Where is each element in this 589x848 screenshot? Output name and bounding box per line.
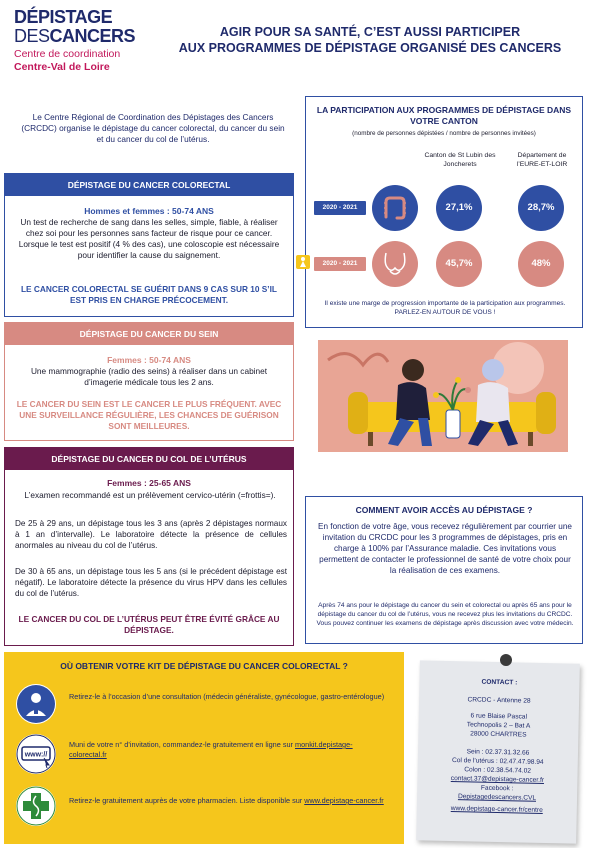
sein-target: Femmes : 50-74 ANS — [107, 355, 191, 365]
logo-line2 — [14, 27, 135, 45]
column-header-canton: Canton de St Lubin des Joncherets — [424, 152, 496, 168]
contact-address-2: Technopolis 2 – Bat A — [466, 721, 531, 730]
col-bullet-1: De 25 à 29 ans, un dépistage tous les 3 ans (après 2 dépistages normaux à 1 an d’intervalle). Le laboratoire détecte la présence de cellules anormales au niveau du col de l’utérus. — [15, 519, 287, 550]
acces-title: COMMENT AVOIR ACCÈS AU DÉPISTAGE ? — [355, 505, 533, 515]
doctor-icon — [16, 684, 56, 724]
page-title-line2: AUX PROGRAMMES DE DÉPISTAGE ORGANISÉ DES CANCERS — [178, 41, 562, 55]
col-section — [4, 447, 294, 646]
colon-icon — [372, 185, 418, 231]
pharmacy-icon — [16, 786, 56, 826]
colorectal-section — [4, 173, 294, 317]
sein-header: DÉPISTAGE DU CANCER DU SEIN — [5, 323, 293, 345]
contact-website-link[interactable]: www.depistage-cancer.fr/centre — [450, 805, 543, 814]
col-header: DÉPISTAGE DU CANCER DU COL DE L’UTÉRUS — [5, 448, 293, 470]
row1-canton-value: 27,1% — [436, 185, 482, 231]
kit-item-pharmacy — [69, 796, 389, 806]
web-icon-label: www:// — [24, 751, 48, 759]
contact-facebook-link[interactable]: Depistagedescancers.CVL — [457, 793, 537, 802]
kit-item-consultation: Retirez-le à l’occasion d’une consultation (médecin généraliste, gynécologue, gastro-entérologue) — [69, 692, 385, 701]
colorectal-header: DÉPISTAGE DU CANCER COLORECTAL — [5, 174, 293, 196]
illustration-two-women — [318, 340, 568, 452]
kit-pharmacy-link[interactable]: www.depistage-cancer.fr — [304, 796, 384, 805]
page-title — [160, 24, 580, 56]
sein-body: Une mammographie (radio des seins) à réaliser dans un cabinet d’imagerie médicale tous les 2 ans. — [30, 366, 268, 387]
kit-item-pharmacy-text: Retirez-le gratuitement auprès de votre pharmacien. Liste disponible sur — [69, 796, 303, 805]
contact-tel-colon: Colon : 02.38.54.74.02 — [464, 766, 532, 775]
contact-address-1: 6 rue Blaise Pascal — [470, 712, 528, 721]
participation-section — [305, 96, 583, 328]
logo-cancers: CANCERS — [49, 26, 136, 46]
row1-period-badge: 2020 - 2021 — [314, 201, 366, 215]
contact-address-3: 28000 CHARTRES — [470, 730, 527, 739]
page-title-line1: AGIR POUR SA SANTÉ, C’EST AUSSI PARTICIPER — [219, 25, 521, 39]
sein-section — [4, 322, 294, 441]
woman-icon — [296, 255, 310, 269]
logo-line4: Centre-Val de Loire — [14, 61, 110, 73]
col-bullet-2: De 30 à 65 ans, un dépistage tous les 5 ans (si le précédent dépistage est négatif). Le laboratoire détecte la présence du virus HPV dans les cellules du col de l’utérus. — [15, 567, 287, 598]
kit-section — [4, 652, 404, 844]
participation-footer: Il existe une marge de progression importante de la participation aux programmes. PARLEZ-EN AUTOUR DE VOUS ! — [324, 300, 566, 316]
col-conclusion: LE CANCER DU COL DE L’UTÉRUS PEUT ÊTRE ÉVITÉ GRÂCE AU DÉPISTAGE. — [18, 614, 280, 635]
contact-email-link[interactable]: contact.37@depistage-cancer.fr — [450, 775, 545, 784]
col-body: L’examen recommandé est un prélèvement cervico-utérin (=frottis=). — [24, 490, 276, 500]
acces-section — [305, 496, 583, 644]
row2-departement-value: 48% — [518, 241, 564, 287]
kit-item-online — [69, 740, 389, 760]
logo-line3: Centre de coordination — [14, 48, 121, 60]
participation-subtitle: (nombre de personnes dépistées / nombre de personnes invitées) — [352, 130, 536, 137]
logo-line1: DÉPISTAGE — [14, 7, 113, 27]
contact-facebook-label: Facebook : — [480, 784, 514, 793]
web-icon — [16, 734, 56, 774]
kit-item-online-text: Muni de votre n° d’invitation, commandez-le gratuitement en ligne sur — [69, 740, 293, 749]
acces-body: En fonction de votre âge, vous recevez régulièrement par courrier une invitation du CRCDC pour les 3 programmes de dépistages, pris en charge à 100% par l’Assurance maladie. Ces invitations vous permettent de contacter le professionnel de santé de votre choix pour la réalisation de ces examens. — [318, 522, 572, 575]
breast-icon — [372, 241, 418, 287]
kit-online-link[interactable]: monkit.depistage-colorectal.fr — [69, 740, 353, 759]
contact-tel-sein: Sein : 02.37.31.32.66 — [466, 748, 530, 757]
participation-title: LA PARTICIPATION AUX PROGRAMMES DE DÉPISTAGE DANS VOTRE CANTON — [316, 105, 572, 126]
contact-note — [416, 660, 580, 843]
pin-icon — [500, 654, 512, 666]
col-target: Femmes : 25-65 ANS — [107, 478, 191, 488]
kit-title: OÙ OBTENIR VOTRE KIT DE DÉPISTAGE DU CANCER COLORECTAL ? — [60, 661, 348, 671]
contact-org: CRCDC - Antenne 28 — [467, 696, 531, 705]
colorectal-conclusion: LE CANCER COLORECTAL SE GUÉRIT DANS 9 CAS SUR 10 S’IL EST PRIS EN CHARGE PRÉCOCEMENT. — [20, 284, 277, 305]
colorectal-body: Un test de recherche de sang dans les selles, simple, fiable, à réaliser chez soi pour les personnes sans facteur de risque pour ce cancer. Lorsque le test est positif (4 % des cas), une coloscopie est nécessaire pour identifier la cause du saignement. — [18, 217, 280, 260]
intro-text: Le Centre Régional de Coordination des Dépistages des Cancers (CRCDC) organise le dépistage du cancer colorectal, du cancer du sein et du cancer du col de l’utérus. — [21, 112, 285, 144]
contact-tel-col: Col de l’utérus : 02.47.47.98.94 — [451, 757, 544, 766]
colorectal-target: Hommes et femmes : 50-74 ANS — [84, 206, 214, 216]
sein-conclusion: LE CANCER DU SEIN EST LE CANCER LE PLUS FRÉQUENT. AVEC UNE SURVEILLANCE RÉGULIÈRE, LES CHANCES DE GUÉRISON SONT MEILLEURES. — [16, 399, 282, 431]
row2-canton-value: 45,7% — [436, 241, 482, 287]
row1-departement-value: 28,7% — [518, 185, 564, 231]
row2-period-badge: 2020 - 2021 — [314, 257, 366, 271]
logo-des: DES — [14, 26, 50, 46]
column-header-departement: Département de l’EURE-ET-LOIR — [516, 152, 568, 168]
acces-small-print: Après 74 ans pour le dépistage du cancer du sein et colorectal ou après 65 ans pour le dépistage du cancer du col de l’utérus, vous ne recevez plus les invitations du CRCDC. Vous pouvez continuer les examens de dépistage après discussion avec votre médecin. — [316, 602, 574, 627]
contact-title: CONTACT : — [481, 678, 518, 687]
